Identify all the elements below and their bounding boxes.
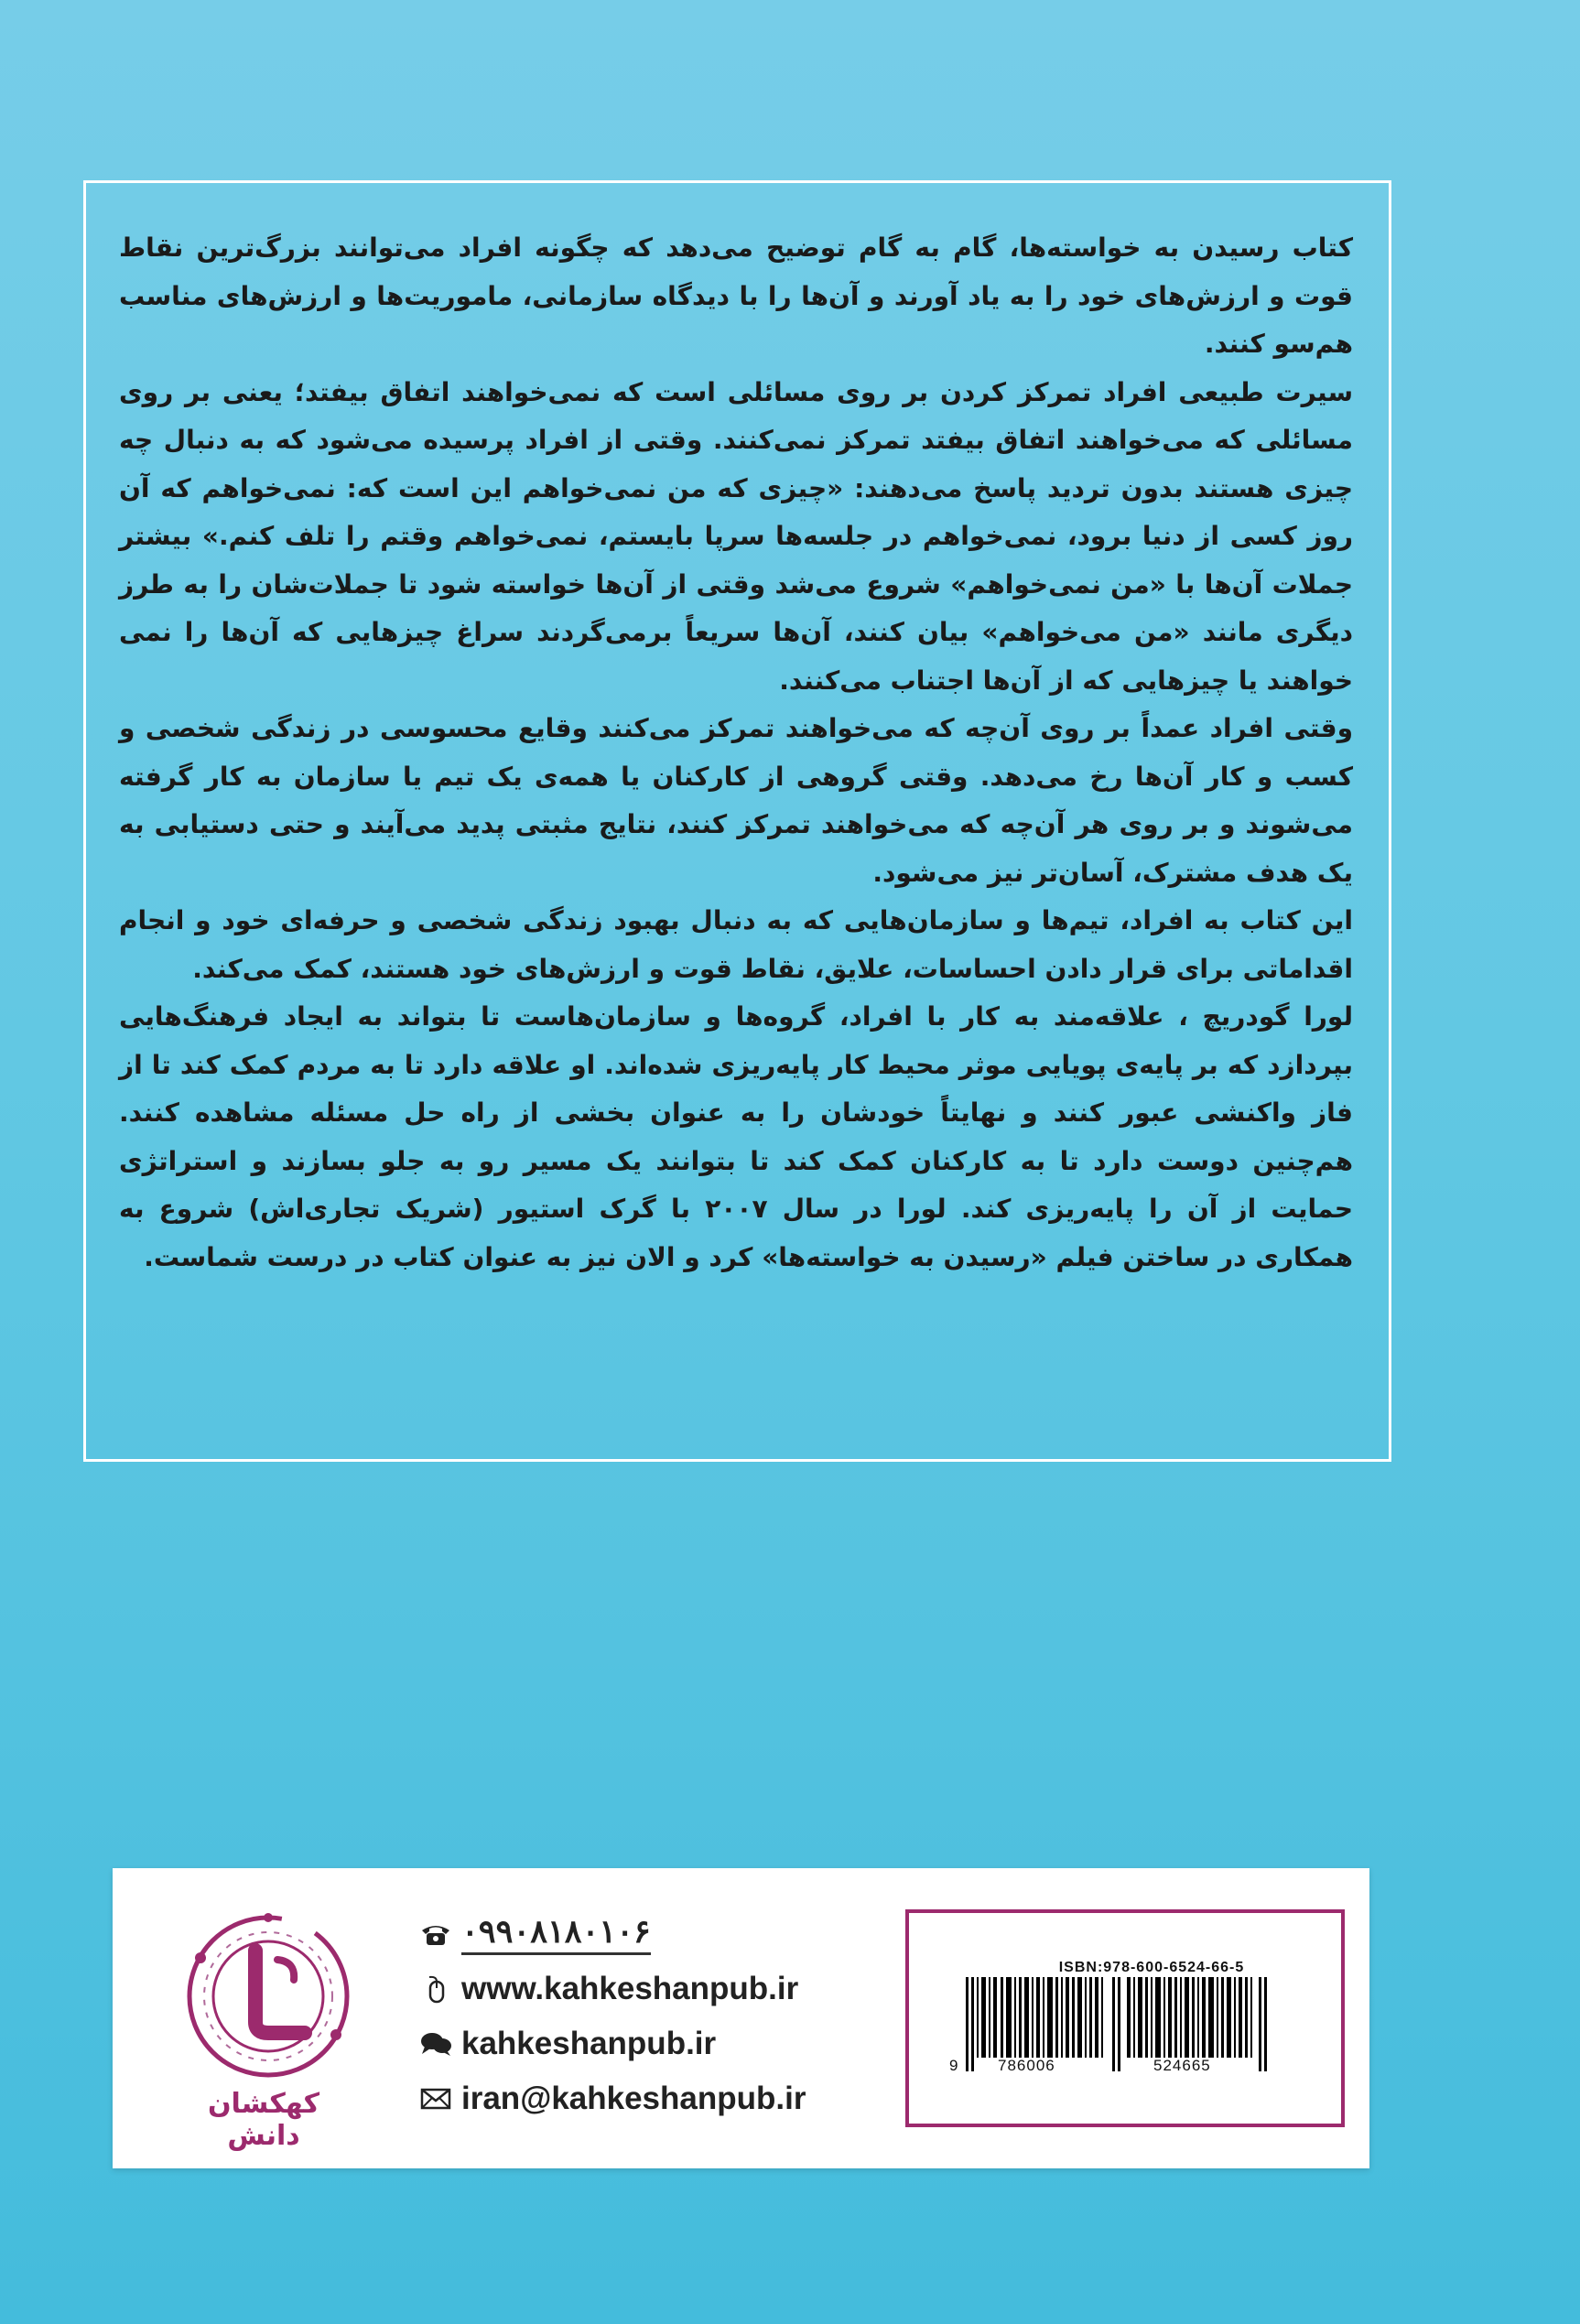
barcode-frame	[905, 1909, 1345, 2127]
description-paragraph-2: سیرت طبیعی افراد تمرکز کردن بر روی مسائلی است که نمی‌خواهند اتفاق بیفتد؛ یعنی بر روی مسائلی که می‌خواهند اتفاق بیفتد تمرکز نمی‌کنند. وقتی از افراد پرسیده می‌شود که به دنبال چه چیزی هستند بدون تردید پاسخ می‌دهند: «چیزی که من نمی‌خواهم این است که: نمی‌خواهم که آن روز کسی از دنیا برود، نمی‌خواهم در جلسه‌ها سرپا بایستم، نمی‌خواهم وقتم را تلف کنم.» بیشتر جملات آن‌ها با «من نمی‌خواهم» شروع می‌شد وقتی از آن‌ها خواسته شود تا جملات‌شان را به طرز دیگری مانند «من می‌خواهم» بیان کنند، آن‌ها سریعاً برمی‌گردند سراغ چیزهایی که آن‌ها را نمی خواهند یا چیزهایی که از آن‌ها اجتناب می‌کنند.	[119, 376, 1353, 696]
description-text	[119, 224, 1353, 1281]
contact-social-row	[417, 2026, 716, 2062]
contact-website-row	[417, 1971, 798, 2007]
contact-phone-row	[417, 1914, 651, 1955]
isbn-barcode	[947, 1959, 1295, 2073]
logo-emblem-icon	[168, 1905, 369, 2088]
description-paragraph-5: لورا گودریچ ، علاقه‌مند به کار با افراد، گروه‌ها و سازمان‌هاست تا بتواند به ایجاد فرهنگ‌هایی بپردازد که بر پایه‌ی پویایی موثر محیط کار پایه‌ریزی شده‌اند. او علاقه دارد تا به مردم کمک کند تا از فاز واکنشی عبور کنند و نهایتاً خودشان را به عنوان بخشی از راه حل مسئله مشاهده کنند. هم‌چنین دوست دارد تا به کارکنان کمک کند تا بتوانند یک مسیر رو به جلو بسازند و استراتژی حمایت از آن را پایه‌ریزی کند. لورا در سال ۲۰۰۷ با گرک استیور (شریک تجاری‌اش) شروع به همکاری در ساختن فیلم «رسیدن به خواسته‌ها» کرد و الان نیز به عنوان کتاب در درست شماست.	[119, 1001, 1353, 1272]
publisher-name: کهکشان دانش	[207, 2088, 320, 2152]
phone-icon	[417, 1919, 454, 1951]
description-paragraph-1: کتاب رسیدن به خواسته‌ها، گام به گام توضیح می‌دهد که چگونه افراد می‌توانند بزرگ‌ترین نقاط قوت و ارزش‌های خود را به یاد آورند و آن‌ها را با دیدگاه سازمانی، ماموریت‌ها و ارزش‌های مناسب هم‌سو کنند.	[119, 232, 1353, 359]
description-paragraph-4: این کتاب به افراد، تیم‌ها و سازمان‌هایی که به دنبال بهبود زندگی شخصی و حرفه‌ای خود و انجام اقداماتی برای قرار دادن احساسات، علایق، نقاط قوت و ارزش‌های خود هستند، کمک می‌کند.	[119, 905, 1353, 984]
website-link[interactable]: www.kahkeshanpub.ir	[461, 1971, 799, 2006]
barcode-digit-first: 9	[949, 2057, 959, 2074]
chat-icon	[417, 2028, 454, 2059]
publisher-logo	[168, 1905, 369, 2152]
isbn-label: ISBN:978-600-6524-66-5	[1058, 1960, 1245, 1975]
contact-email-row	[417, 2081, 806, 2117]
description-paragraph-3: وقتی افراد عمداً بر روی آن‌چه که می‌خواهند تمرکز می‌کنند وقایع محسوسی در زندگی شخصی و کسب و کار آن‌ها رخ می‌دهد. وقتی گروهی از کارکنان یا همه‌ی یک تیم یا سازمان به کار گرفته می‌شوند و بر روی هر آن‌چه که می‌خواهند تمرکز کنند، نتایج مثبتی پدید می‌آیند و حتی دستیابی به یک هدف مشترک، آسان‌تر نیز می‌شود.	[119, 713, 1353, 888]
publisher-info-panel	[113, 1868, 1369, 2168]
web-mouse-icon	[417, 1973, 454, 2005]
barcode-digits-left: 786006	[998, 2057, 1055, 2074]
social-handle[interactable]: kahkeshanpub.ir	[461, 2026, 717, 2061]
mail-icon	[417, 2083, 454, 2114]
phone-number[interactable]: ۰۹۹۰۸۱۸۰۱۰۶	[461, 1914, 651, 1955]
email-link[interactable]: iran@kahkeshanpub.ir	[461, 2081, 806, 2116]
barcode-digits-right: 524665	[1153, 2057, 1211, 2074]
